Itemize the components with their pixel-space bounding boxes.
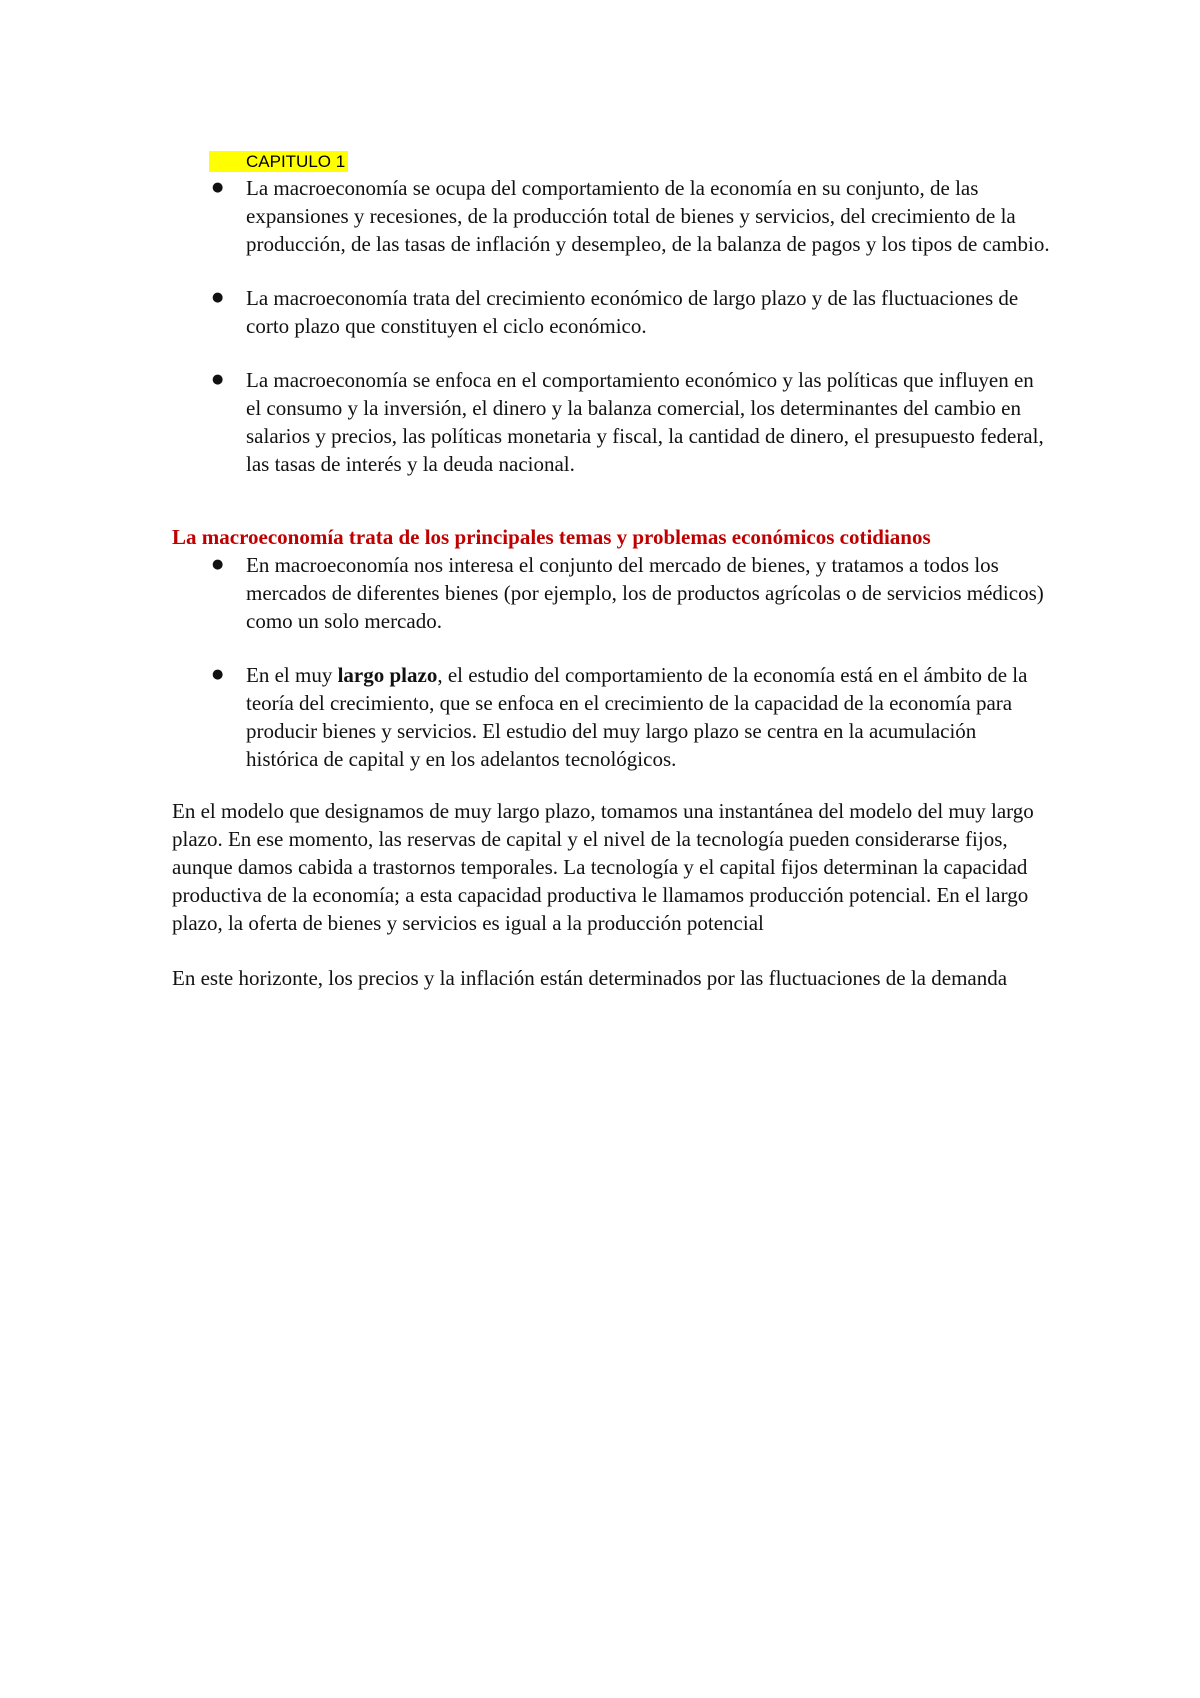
list-item-text: La macroeconomía trata del crecimiento económico de largo plazo y de las fluctuaciones de corto plazo que constituyen el ciclo económico. <box>246 286 1019 338</box>
list-item-text-prefix: En el muy <box>246 663 338 687</box>
list-item-text: La macroeconomía se ocupa del comportamiento de la economía en su conjunto, de las expansiones y recesiones, de la producción total de bienes y servicios, del crecimiento de la producción, de las tasas de inflación y desempleo, de la balanza de pagos y los tipos de cambio. <box>246 176 1050 256</box>
section-bullet-list <box>172 551 1052 773</box>
list-item <box>212 661 1052 773</box>
list-item <box>212 284 1052 340</box>
bullet-icon: ● <box>212 290 224 305</box>
list-item-text: La macroeconomía se enfoca en el comportamiento económico y las políticas que influyen en el consumo y la inversión, el dinero y la balanza comercial, los determinantes del cambio en salarios y precios, las políticas monetaria y fiscal, la cantidad de dinero, el presupuesto federal, las tasas de interés y la deuda nacional. <box>246 368 1044 476</box>
bullet-icon: ● <box>212 372 224 387</box>
list-item <box>212 551 1052 635</box>
chapter-label: CAPITULO 1 <box>209 151 348 172</box>
list-item <box>212 366 1052 478</box>
bullet-icon: ● <box>212 557 224 572</box>
bullet-icon: ● <box>212 180 224 195</box>
body-paragraph-2: En este horizonte, los precios y la inflación están determinados por las fluctuaciones de la demanda <box>172 966 1008 990</box>
bullet-icon: ● <box>212 667 224 682</box>
list-item-text: En macroeconomía nos interesa el conjunto del mercado de bienes, y tratamos a todos los mercados de diferentes bienes (por ejemplo, los de productos agrícolas o de servicios médicos) como un solo mercado. <box>246 553 1044 633</box>
section-heading: La macroeconomía trata de los principales temas y problemas económicos cotidianos <box>172 525 931 549</box>
body-paragraph-1: En el modelo que designamos de muy largo plazo, tomamos una instantánea del modelo del muy largo plazo. En ese momento, las reservas de capital y el nivel de la tecnología pueden considerarse fijos, aunque damos cabida a trastornos temporales. La tecnología y el capital fijos determinan la capacidad productiva de la economía; a esta capacidad productiva le llamamos producción potencial. En el largo plazo, la oferta de bienes y servicios es igual a la producción potencial <box>172 799 1034 935</box>
list-item-text-suffix: , el estudio del comportamiento de la economía está en el ámbito de la teoría del crecimiento, que se enfoca en el crecimiento de la capacidad de la economía para producir bienes y servicios. El estudio del muy largo plazo se centra en la acumulación histórica de capital y en los adelantos tecnológicos. <box>246 663 1028 771</box>
intro-bullet-list <box>172 174 1052 478</box>
bold-term: largo plazo <box>337 663 438 687</box>
list-item <box>212 174 1052 258</box>
document-body <box>172 146 1052 992</box>
chapter-label-wrap <box>209 146 1052 174</box>
